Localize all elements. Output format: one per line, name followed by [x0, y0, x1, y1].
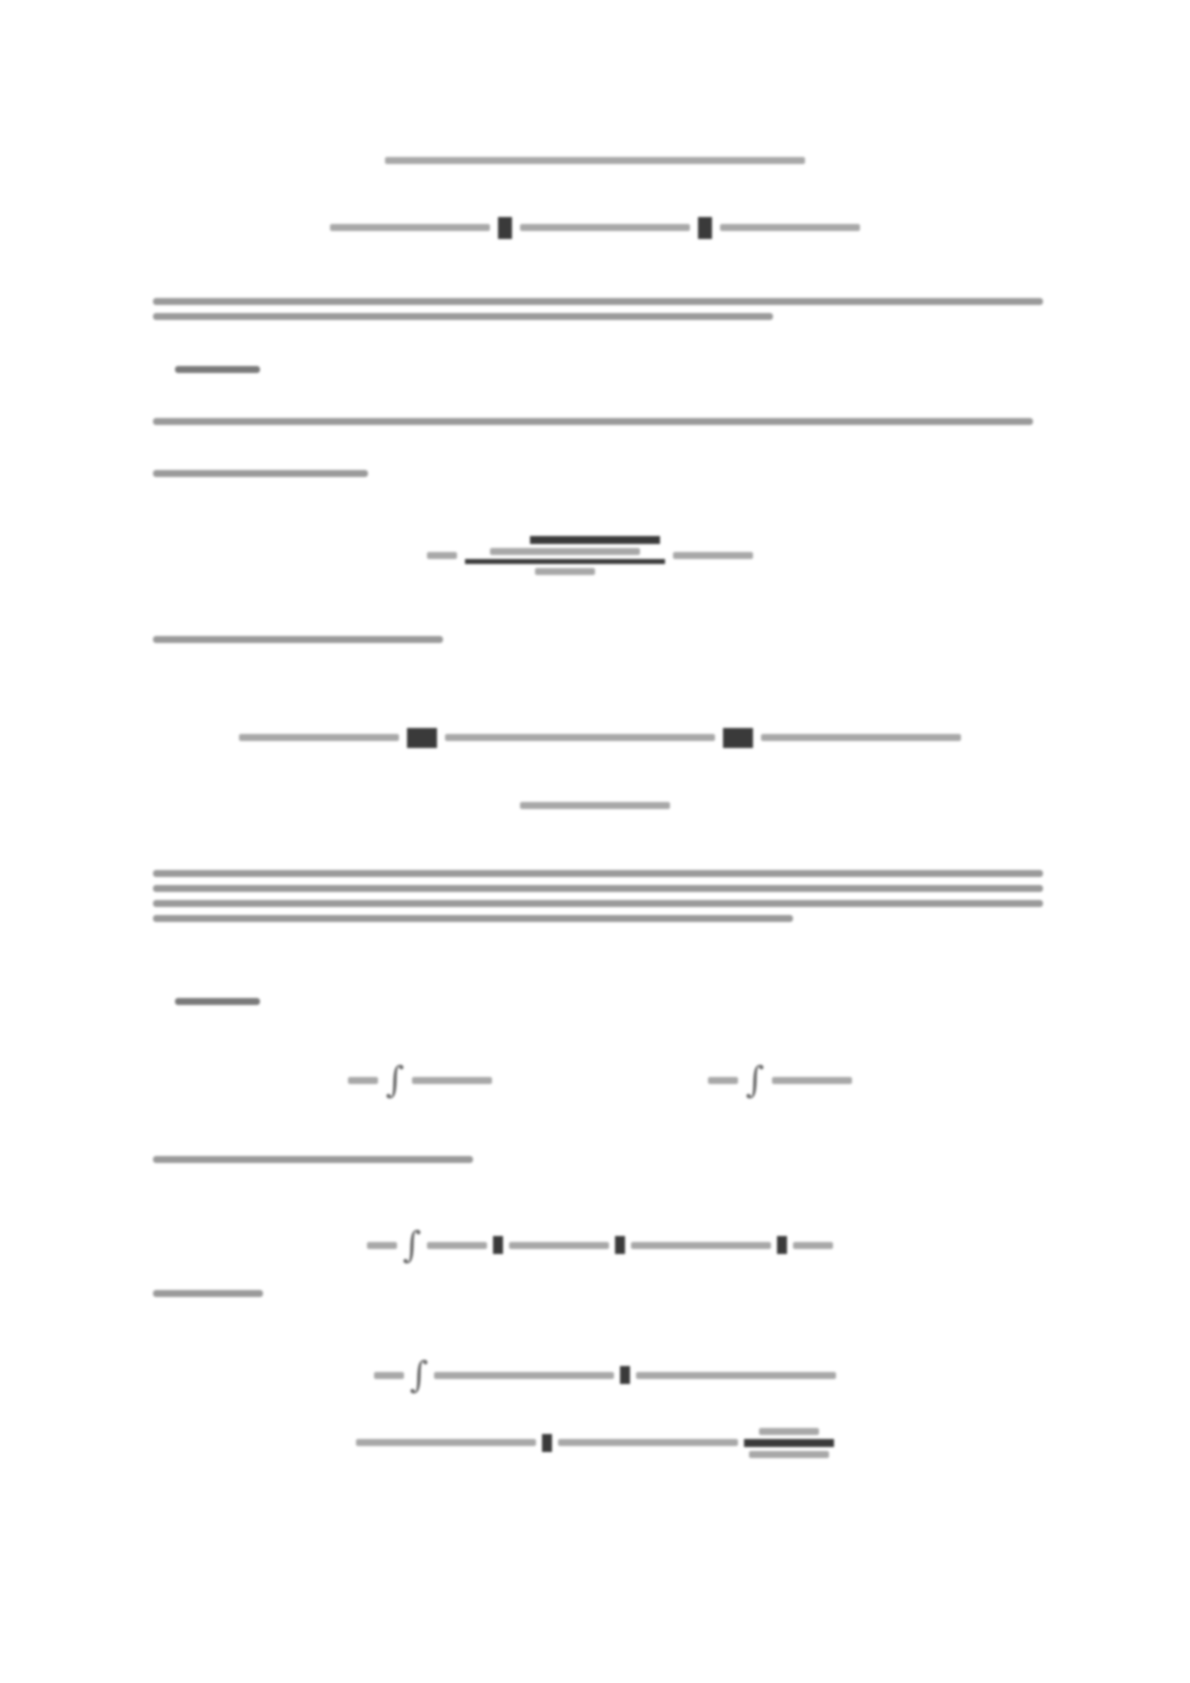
equation-6a: ∫: [320, 1055, 520, 1105]
paragraph-1: [153, 290, 1043, 328]
paragraph-7: [153, 1282, 1043, 1305]
paragraph-6: [153, 1148, 1043, 1171]
equation-7: ∫: [330, 1215, 870, 1275]
equation-9: [305, 1415, 885, 1470]
paragraph-5: [153, 862, 1043, 930]
paragraph-2: [153, 410, 1043, 433]
section-heading-1: [175, 358, 1065, 381]
equation-1: [380, 145, 810, 175]
equation-8: ∫: [305, 1345, 905, 1405]
equation-2: [300, 200, 890, 255]
equation-5: [510, 790, 680, 820]
section-heading-2: [175, 990, 1065, 1013]
equation-3: [420, 520, 760, 590]
paragraph-3: [153, 462, 1043, 485]
equation-6b: ∫: [680, 1055, 880, 1105]
equation-4: [200, 710, 1000, 765]
paragraph-4: [153, 628, 1043, 651]
